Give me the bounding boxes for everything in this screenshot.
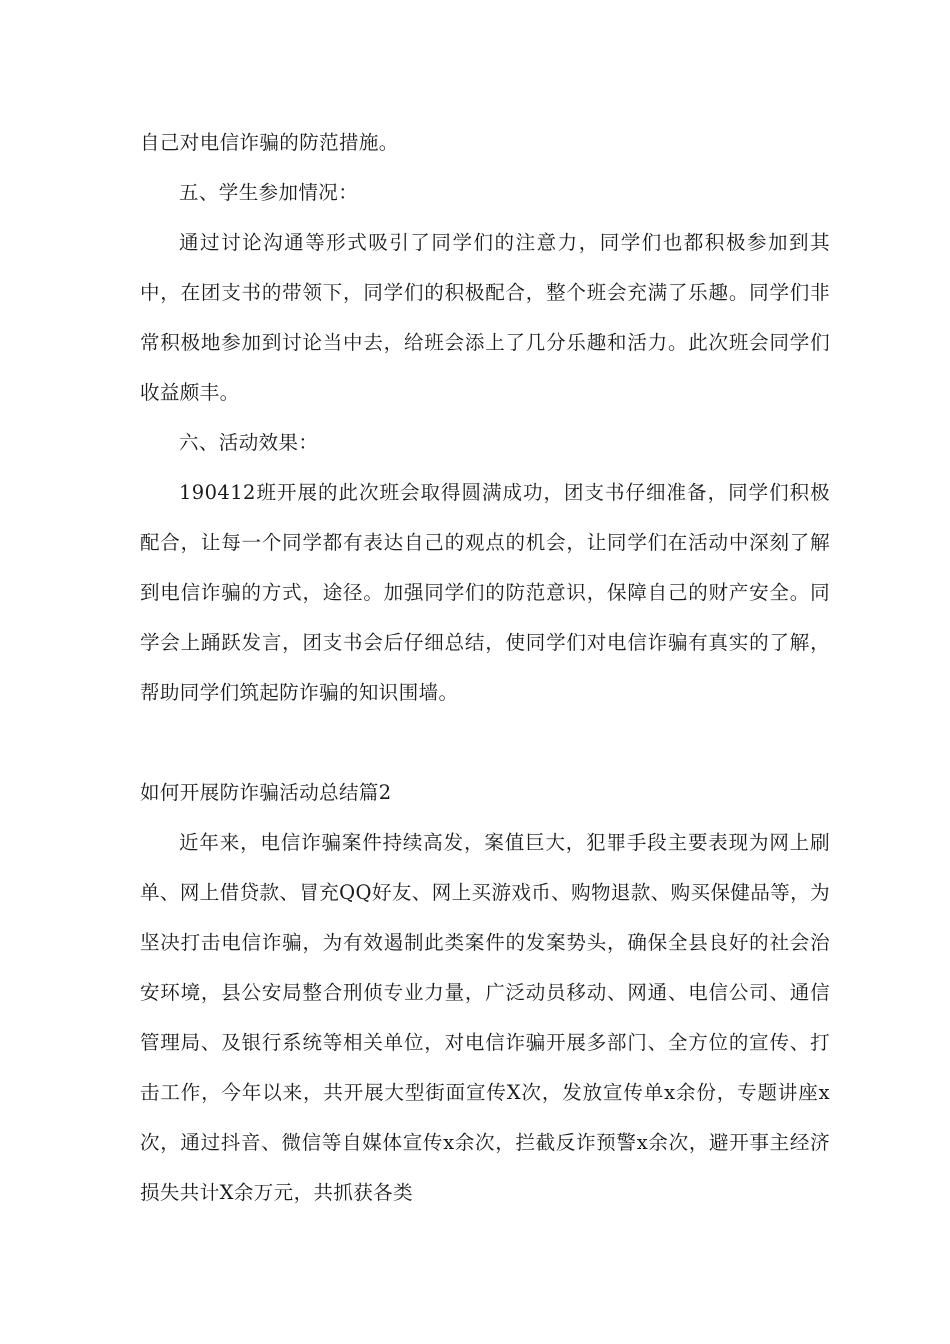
subheading-activity-effect: 六、活动效果： <box>179 431 319 454</box>
paragraph-continuation: 自己对电信诈骗的防范措施。 <box>140 131 399 154</box>
paragraph-section-intro: 近年来，电信诈骗案件持续高发，案值巨大，犯罪手段主要表现为网上刷单、网上借贷款、冒充QQ好友、网上买游戏币、购物退款、购买保健品等，为坚决打击电信诈骗，为有效遏制此类案件的发案势头，确保全县良好的社会治安环境，县公安局整合刑侦专业力量，广泛动员移动、网通、电信公司、通信管理局、及银行系统等相关单位，对电信诈骗开展多部门、全方位的宣传、打击工作，今年以来，共开展大型街面宣传X次，发放宣传单x余份，专题讲座x次，通过抖音、微信等自媒体宣传x余次，拦截反诈预警x余次，避开事主经济损失共计X余万元，共抓获各类 <box>140 831 830 1204</box>
paragraph-participation: 通过讨论沟通等形式吸引了同学们的注意力，同学们也都积极参加到其中，在团支书的带领下，同学们的积极配合，整个班会充满了乐趣。同学们非常积极地参加到讨论当中去，给班会添上了几分乐趣和活力。此次班会同学们收益颇丰。 <box>140 231 830 404</box>
subheading-student-participation: 五、学生参加情况： <box>179 181 359 204</box>
paragraph-effect: 190412班开展的此次班会取得圆满成功，团支书仔细准备，同学们积极配合，让每一个同学都有表达自己的观点的机会，让同学们在活动中深刻了解到电信诈骗的方式，途径。加强同学们的防范意识，保障自己的财产安全。同学会上踊跃发言，团支书会后仔细总结，使同学们对电信诈骗有真实的了解，帮助同学们筑起防诈骗的知识围墙。 <box>140 481 830 704</box>
document-body <box>140 118 830 1218</box>
section-title: 如何开展防诈骗活动总结篇2 <box>140 781 392 804</box>
